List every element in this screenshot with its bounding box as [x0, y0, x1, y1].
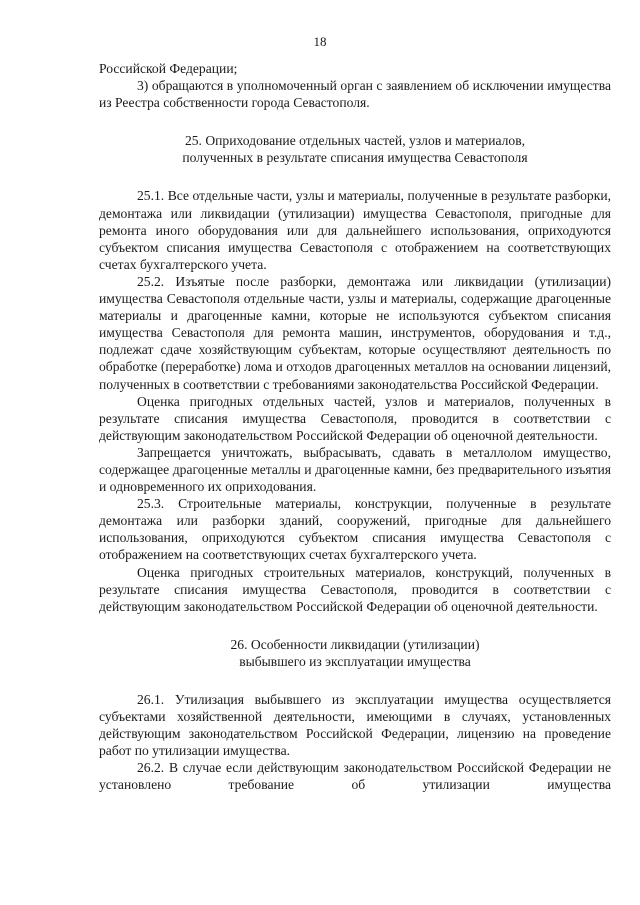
paragraph: Оценка пригодных строительных материалов, конструкций, полученных в результате списания имущества Севастополя, проводится в соответствии с действующим законодательством Российской Федерации об оценочной деятельности. [99, 564, 611, 614]
spacer [99, 166, 611, 187]
paragraph: 25.3. Строительные материалы, конструкции, полученные в результате демонтажа или разборки зданий, сооружений, пригодные для дальнейшего использования, оприходуются субъектом списания имущества Севастополя с отображением на соответствующих счетах бухгалтерского учета. [99, 496, 611, 563]
paragraph: Запрещается уничтожать, выбрасывать, сдавать в металлолом имущество, содержащее драгоценные металлы и драгоценные камни, без предварительного изъятия и одновременного их оприходования. [99, 444, 611, 495]
section-heading [99, 636, 611, 670]
spacer [99, 670, 611, 691]
paragraph: 26.2. В случае если действующим законодательством Российской Федерации не установлено требование об утилизации имущества [99, 760, 611, 793]
spacer [99, 615, 611, 636]
section-heading-line: выбывшего из эксплуатации имущества [239, 653, 471, 669]
section-heading [99, 132, 611, 166]
section-heading-line: полученных в результате списания имущества Севастополя [182, 150, 528, 166]
paragraph: 3) обращаются в уполномоченный орган с заявлением об исключении имущества из Реестра собственности города Севастополя. [99, 78, 611, 111]
spacer [99, 111, 611, 132]
paragraph: Российской Федерации; [99, 61, 238, 76]
document-body [99, 60, 611, 794]
section-heading-line: 25. Оприходование отдельных частей, узлов и материалов, [184, 133, 526, 149]
section-heading-line: 26. Особенности ликвидации (утилизации) [230, 636, 480, 652]
paragraph: 25.2. Изъятые после разборки, демонтажа или ликвидации (утилизации) имущества Севастополя отдельные части, узлы и материалы, содержащие драгоценные материалы и драгоценные камни, которые не используются субъектом списания имущества Севастополя для ремонта машин, инструментов, оборудования и т.д., подлежат сдаче хозяйствующим субъектам, которые осуществляют деятельность по обработке (переработке) лома и отходов драгоценных металлов на основании лицензий, полученных в соответствии с требованиями законодательства Российской Федерации. [99, 273, 611, 392]
paragraph: 25.1. Все отдельные части, узлы и материалы, полученные в результате разборки, демонтажа или ликвидации (утилизации) имущества Севастополя, пригодные для ремонта иного оборудования или для дальнейшего использования, оприходуются субъектом списания имущества Севастополя с отображением на соответствующих счетах бухгалтерского учета. [99, 188, 611, 272]
paragraph: 26.1. Утилизация выбывшего из эксплуатации имущества осуществляется субъектами хозяйственной деятельности, имеющими в случаях, установленных действующим законодательством Российской Федерации, лицензию на проведение работ по утилизации имущества. [99, 692, 611, 759]
page-number: 18 [313, 34, 327, 49]
paragraph: Оценка пригодных отдельных частей, узлов и материалов, полученных в результате списания имущества Севастополя, проводится в соответствии с действующим законодательством Российской Федерации об оценочной деятельности. [99, 393, 611, 443]
